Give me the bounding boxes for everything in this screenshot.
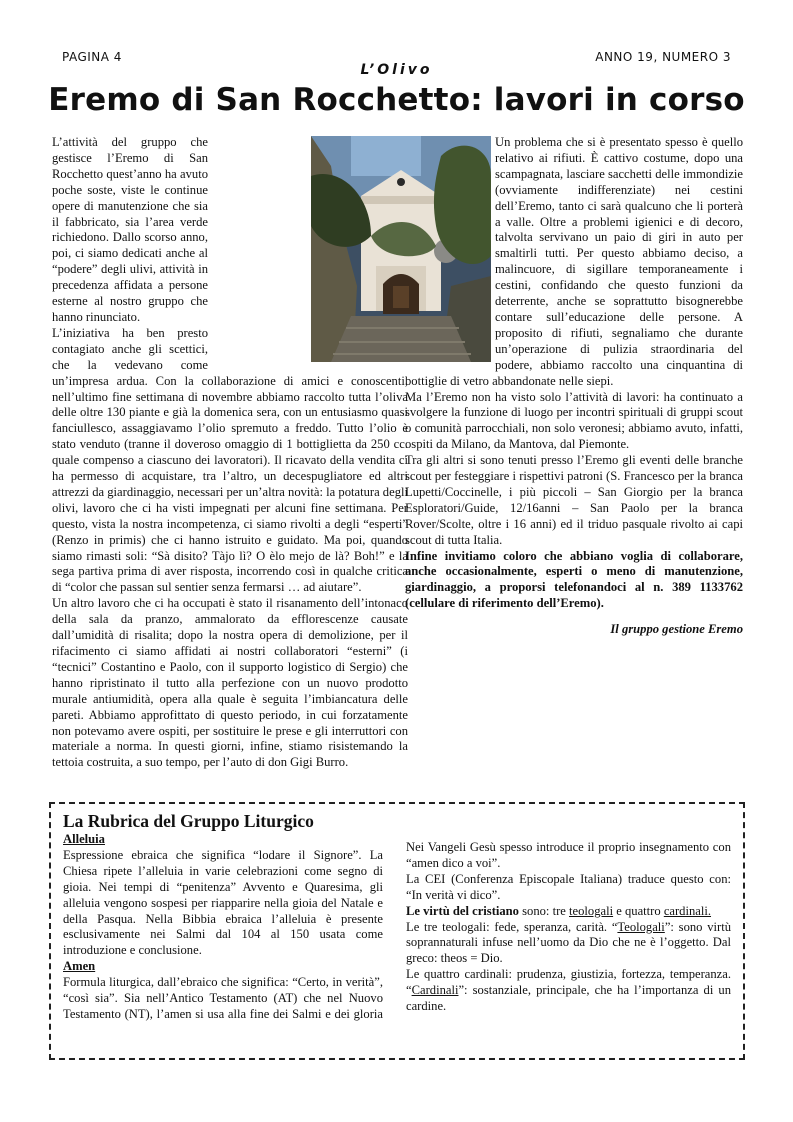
- article-paragraph: Tra gli altri si sono tenuti presso l’Eremo gli eventi delle branche scout per festeggiare i rispettivi patroni (S. Francesco per la branca Lupetti/Coccinelle, i più piccoli – San Giorgio per la branca Esploratori/Guide, 12/16anni – San Paolo per la branca Rover/Scolte, oltre i 16 anni) ed il triduo pasquale rivolto ai capi scout di tutta Italia.: [405, 453, 743, 547]
- term-definition-alleluia: Espressione ebraica che significa “lodare il Signore”. La Chiesa ripete l’alleluia in varie celebrazioni come segno di gioia. Nei tempi di “penitenza” Avvento e Quaresima, gli alleluia vengono sospesi per riapparire nella gioia del Natale e della Pasqua. Nella Bibbia ebraica l’alleluia è presente esclusivamente nei Salmi dal 104 al 150 usata come introduzione e conclusione.: [63, 847, 383, 958]
- page-number: PAGINA 4: [62, 50, 122, 64]
- issue-number: ANNO 19, NUMERO 3: [595, 50, 731, 64]
- liturgical-column-right: [406, 808, 731, 1015]
- article-paragraph: L’attività del gruppo che gestisce l’Eremo di San Rocchetto quest’anno ha avuto poche soste, viste le continue opere di manutenzione che sia il fabbricato, sia l’area verde richiedono. Dallo scorso anno, poi, ci siamo dedicati anche al “podere” degli ulivi, attività in precedenza affidata a persone esterne al nostro gruppo che hanno rinunciato.: [52, 135, 208, 324]
- liturgical-column-title: La Rubrica del Gruppo Liturgico: [63, 811, 314, 831]
- article-signature: Il gruppo gestione Eremo: [610, 622, 743, 637]
- article-column-left: [52, 135, 408, 771]
- term-definition-amen-cei: La CEI (Conferenza Episcopale Italiana) traduce questo con: “In verità vi dico”.: [406, 871, 731, 902]
- term-heading-alleluia: Alleluia: [63, 832, 105, 846]
- article-paragraph: L’iniziativa ha ben presto contagiato anche gli scettici, che la vedevano come un’impresa ardua. Con la collaborazione di amici e conoscenti, nell’ultimo fine settimana di novembre abbiamo raccolto tutta l’oliva delle oltre 130 piante e già la domenica sera, con un entusiasmo quasi fanciullesco, assaggiavamo l’olio spremuto a freddo. Tutto l’olio è stato venduto (tranne il doveroso omaggio di 1 bottiglietta da 250 cc. quale compenso a ciascuno dei lavoratori). Il ricavato della vendita ci ha permesso di acquistare, tra l’altro, un decespugliatore ed altri attrezzi da giardinaggio, necessari per un’altra novità: la potatura degli olivi, lavoro che ci ha visti impegnati per alcuni fine settimana. Per questo, vista la nostra incompetenza, ci siamo rivolti a degli “esperti” (Renzo in primis) che ci hanno istruito e guidato. Ma poi, quando siamo rimasti soli: “Sà disito? Tàjo lì? O èlo mejo de là? Boh!” e la sega partiva prima di aver risposta, incorrendo così in qualche critica di “color che passan sul sentier senza fermarsi … ad aiutare”.: [52, 325, 408, 595]
- term-definition-amen-gospel: Nei Vangeli Gesù spesso introduce il proprio insegnamento con “amen dico a voi”.: [406, 840, 731, 870]
- term-definition-amen-end: [406, 808, 731, 840]
- virtues-intro: Le virtù del cristiano sono: tre teologali e quattro cardinali.: [406, 903, 712, 918]
- article-title: Eremo di San Rocchetto: lavori in corso: [48, 82, 745, 118]
- liturgical-column-left: [63, 810, 383, 1022]
- article-paragraph: Un altro lavoro che ci ha occupati è stato il risanamento dell’intonaco della sala da pranzo, ammalorato da efflorescenze causate dall’umidità di risalita; dopo la nostra opera di demolizione, per il rifacimento ci siamo affidati ai nostri collaboratori “esterni” (i “tecnici” Costantino e Paolo, con il supporto logistico di Sergio) che hanno ripristinato il tutto alla perfezione con un nuovo prodotto murale antiumidità, opera alla quale è seguita l’imbiancatura delle pareti. Abbiamo approfittato di questo periodo, in cui forzatamente non potevamo avere ospiti, per sostituire le prese e gli interruttori con materiale a norma. In questi giorni, infine, stiamo risistemando la tettoia costruita, a suo tempo, per l’auto di don Gigi Burro.: [52, 596, 408, 770]
- liturgical-column-box: [49, 802, 745, 1060]
- term-heading-amen: Amen: [63, 959, 96, 974]
- article-call-to-action: Infine invitiamo coloro che abbiano voglia di collaborare, anche occasionalmente, esperti o meno di manutenzione, giardinaggio, a proporsi telefonandoci al n. 389 1133762 (cellulare di riferimento dell’Eremo).: [405, 548, 743, 611]
- article-column-right-flow: [405, 135, 743, 638]
- newsletter-masthead: L’Olivo: [360, 62, 433, 78]
- term-definition-amen-start: Formula liturgica, dall’ebraico che significa: “Certo, in verità”, “così sia”. Sia nell’Antico Testamento (AT) che nel Nuovo Testamento (NT), l’amen si usa alla fine dei Salmi e dei gloria: [63, 975, 383, 1021]
- cardinal-virtues: Le quattro cardinali: prudenza, giustizia, fortezza, temperanza. “Cardinali”: sostanziale, principale, che ha l’importanza di un cardine.: [406, 967, 731, 1014]
- article-paragraph: Ma l’Eremo non ha visto solo l’attività di lavori: ha continuato a svolgere la funzione di luogo per incontri spirituali di gruppi scout o comunità parrocchiali, non solo veronesi; abbiamo avuto, infatti, ospiti da Milano, da Mantova, dal Piemonte.: [405, 389, 743, 452]
- article-paragraph: Un problema che si è presentato spesso è quello relativo ai rifiuti. È cattivo costume, dopo una scampagnata, lasciare sacchetti delle immondizie (ovviamente indifferenziate) nei cestini dell’Eremo, tanto ci sarà qualcuno che li porterà a valle. Oltre a problemi igienici e di decoro, talvolta servivano un paio di giri in auto per smaltirli tutti. Per questo abbiamo deciso, a malincuore, di sigillare temporaneamente i cestini, confidando che questo funzioni da deterrente, anche se soprattutto bisognerebbe contare sull’educazione delle persone. A proposito di rifiuti, segnaliamo che durante un’operazione di pulizia straordinaria del podere, abbiamo raccolto una cinquantina di bottiglie di vetro abbandonate nelle siepi.: [405, 135, 743, 388]
- theological-virtues: Le tre teologali: fede, speranza, carità. “Teologali”: sono virtù soprannaturali infuse nell’uomo da Dio che ne è l’oggetto. Dal greco: theos = Dio.: [406, 919, 732, 966]
